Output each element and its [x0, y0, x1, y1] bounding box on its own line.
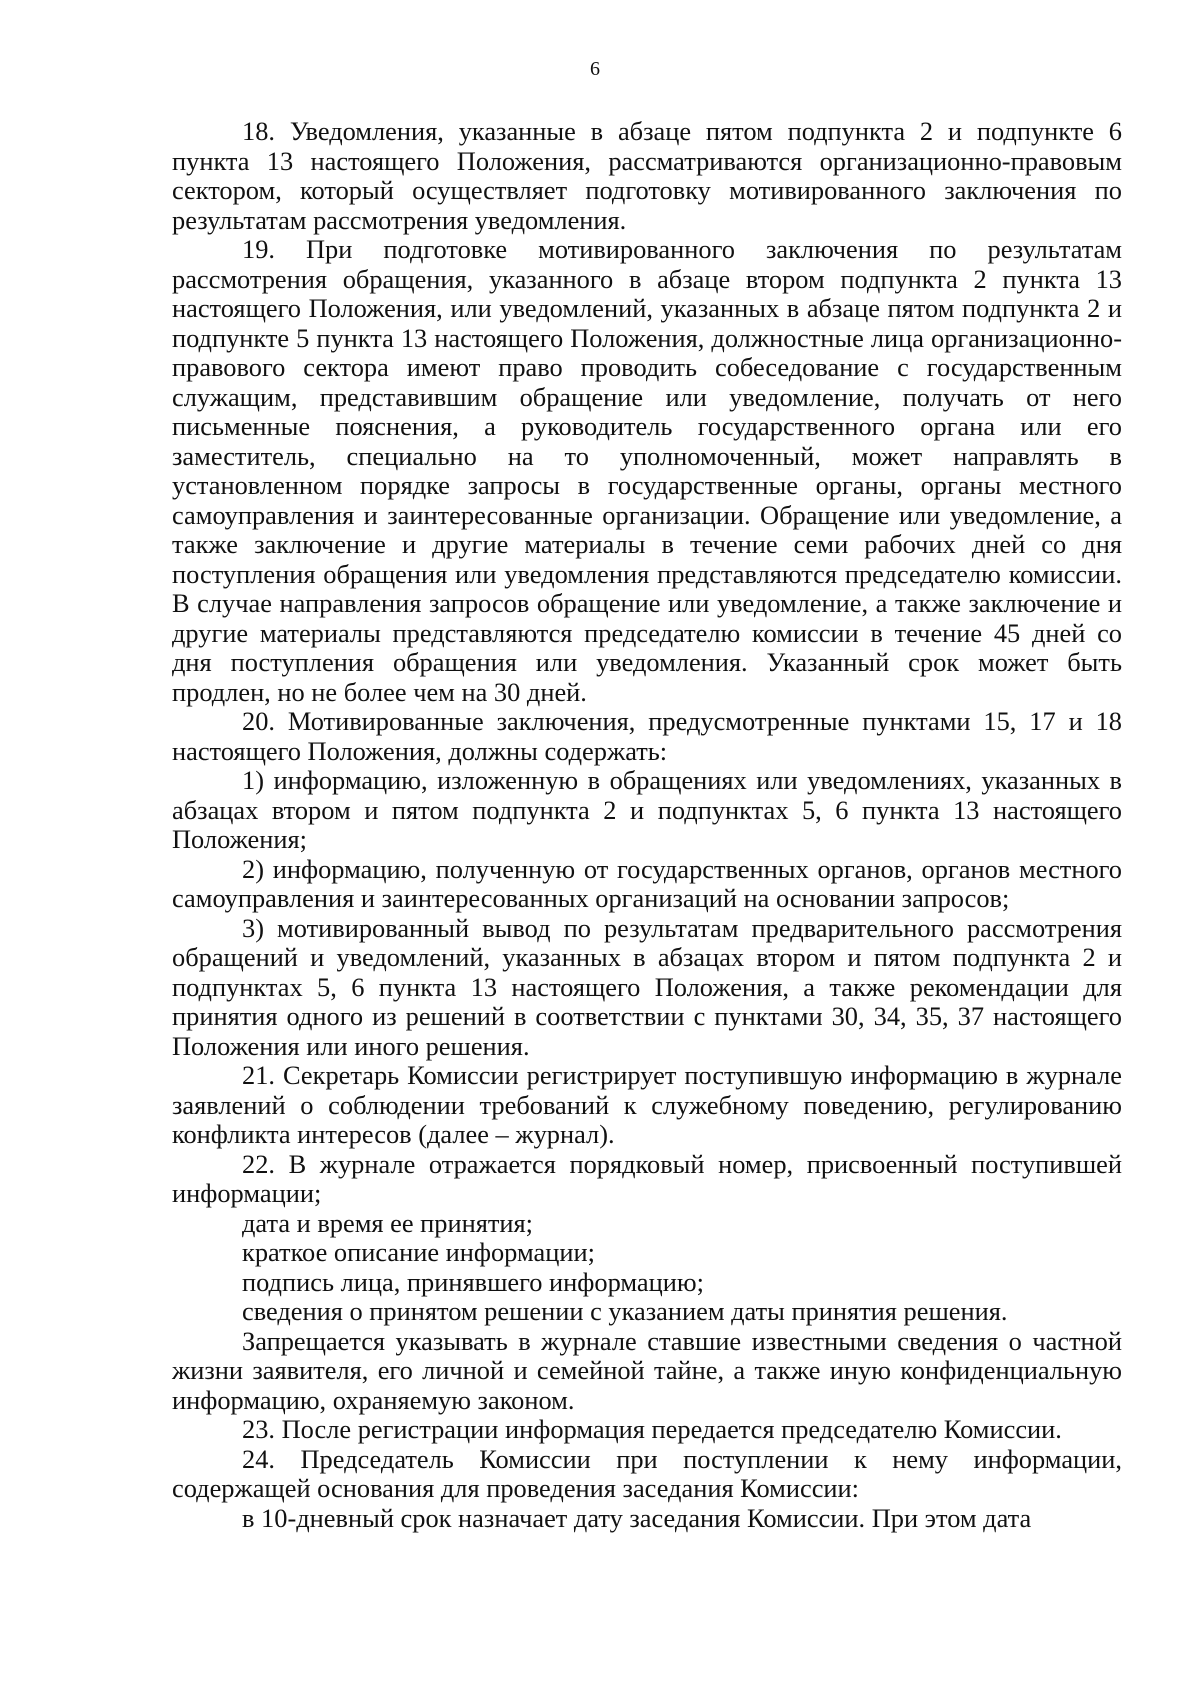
paragraph-18: 18. Уведомления, указанные в абзаце пятом подпункта 2 и подпункте 6 пункта 13 настоящего Положения, рассматриваются организационно-правовым сектором, который осуществляет подготовку мотивированного заключения по результатам рассмотрения уведомления.	[172, 116, 1122, 235]
paragraph-20-item-3: 3) мотивированный вывод по результатам предварительного рассмотрения обращений и уведомлений, указанных в абзацах втором и пятом подпункта 2 и подпунктах 5, 6 пункта 13 настоящего Положения, а также рекомендации для принятия одного из решений в соответствии с пунктами 30, 34, 35, 37 настоящего Положения или иного решения.	[172, 912, 1122, 1061]
journal-entry-decision: сведения о принятом решении с указанием даты принятия решения.	[242, 1296, 1008, 1326]
paragraph-20: 20. Мотивированные заключения, предусмотренные пунктами 15, 17 и 18 настоящего Положения, должны содержать:	[172, 706, 1122, 766]
journal-entry-signature: подпись лица, принявшего информацию;	[242, 1266, 704, 1297]
paragraph-22: 22. В журнале отражается порядковый номер, присвоенный поступившей информации;	[172, 1148, 1122, 1208]
paragraph-20-item-2: 2) информацию, полученную от государственных органов, органов местного самоуправления и заинтересованных организаций на основании запросов;	[172, 853, 1122, 913]
paragraph-20-item-1: 1) информацию, изложенную в обращениях или уведомлениях, указанных в абзацах втором и пятом подпункта 2 и подпунктах 5, 6 пункта 13 настоящего Положения;	[172, 765, 1122, 854]
journal-entry-description: краткое описание информации;	[242, 1237, 595, 1267]
paragraph-24: 24. Председатель Комиссии при поступлении к нему информации, содержащей основания для проведения заседания Комиссии:	[172, 1443, 1122, 1503]
journal-entry-date: дата и время ее принятия;	[242, 1207, 534, 1238]
paragraph-24-item: в 10-дневный срок назначает дату заседания Комиссии. При этом дата	[242, 1502, 1032, 1533]
document-body	[172, 117, 1122, 1533]
paragraph-prohibition: Запрещается указывать в журнале ставшие известными сведения о частной жизни заявителя, его личной и семейной тайне, а также иную конфиденциальную информацию, охраняемую законом.	[172, 1325, 1122, 1415]
paragraph-23: 23. После регистрации информация передается председателю Комиссии.	[242, 1414, 1062, 1444]
paragraph-21: 21. Секретарь Комиссии регистрирует поступившую информацию в журнале заявлений о соблюдении требований к служебному поведению, регулированию конфликта интересов (далее – журнал).	[172, 1060, 1122, 1149]
paragraph-19: 19. При подготовке мотивированного заключения по результатам рассмотрения обращения, указанного в абзаце втором подпункта 2 пункта 13 настоящего Положения, или уведомлений, указанных в абзаце пятом подпункта 2 и подпункте 5 пункта 13 настоящего Положения, должностные лица организационно-правового сектора имеют право проводить собеседование с государственным служащим, представившим обращение или уведомление, получать от него письменные пояснения, а руководитель государственного органа или его заместитель, специально на то уполномоченный, может направлять в установленном порядке запросы в государственные органы, органы местного самоуправления и заинтересованные организации. Обращение или уведомление, а также заключение и другие материалы в течение семи рабочих дней со дня поступления обращения или уведомления представляются председателю комиссии. В случае направления запросов обращение или уведомление, а также заключение и другие материалы представляются председателю комиссии в течение 45 дней со дня поступления обращения или уведомления. Указанный срок может быть продлен, но не более чем на 30 дней.	[172, 234, 1122, 707]
page-number: 6	[590, 58, 600, 80]
